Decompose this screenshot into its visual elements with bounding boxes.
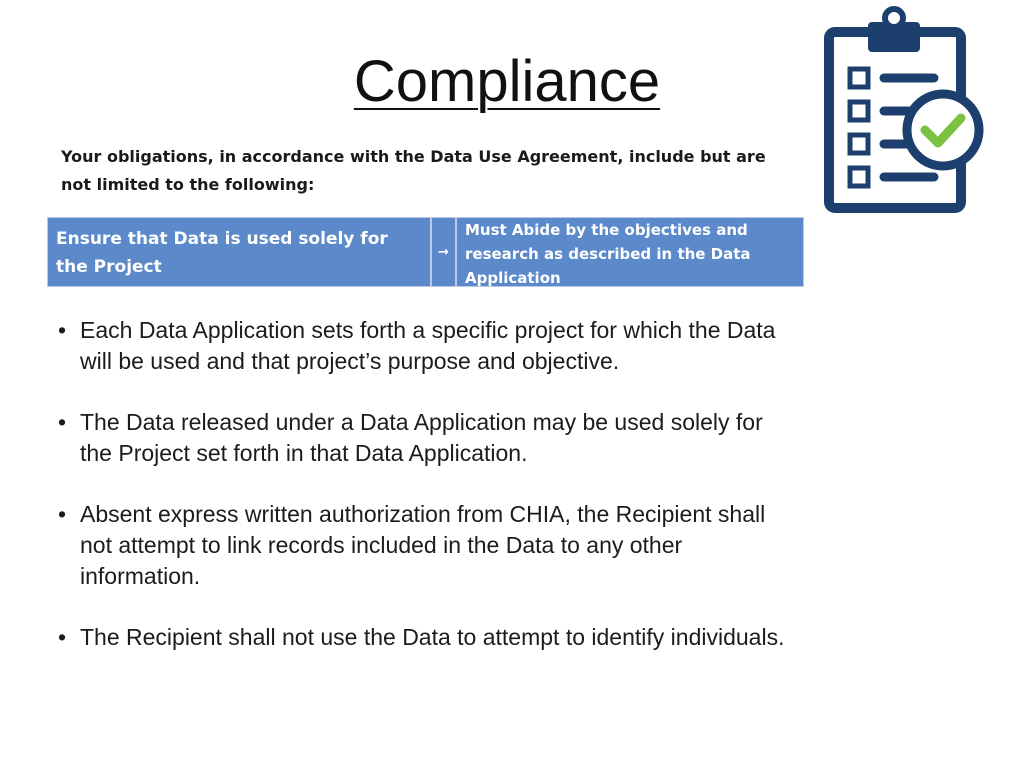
objective-banner [47, 217, 804, 287]
bullet-text: The Data released under a Data Application may be used solely for the Project set forth in that Data Application. [80, 409, 763, 466]
bullet-dot-icon: • [58, 501, 67, 527]
bullet-dot-icon: • [58, 317, 67, 343]
bullet-text: The Recipient shall not use the Data to attempt to identify individuals. [80, 624, 785, 650]
bullet-text: Absent express written authorization from CHIA, the Recipient shall not attempt to link records included in the Data to any other information. [80, 501, 766, 589]
banner-right-text: Must Abide by the objectives and research as described in the Data Application [456, 217, 804, 287]
bullet-item [58, 499, 798, 592]
slide-title: Compliance [353, 49, 661, 114]
clipboard-checklist-icon [822, 6, 990, 216]
intro-text: Your obligations, in accordance with the Data Use Agreement, include but are not limited to the following: [61, 147, 766, 194]
arrow-right-icon: → [431, 217, 456, 287]
bullet-dot-icon: • [58, 409, 67, 435]
bullet-list [58, 315, 798, 683]
banner-left-text: Ensure that Data is used solely for the Project [47, 217, 431, 287]
bullet-dot-icon: • [58, 624, 67, 650]
bullet-item [58, 622, 798, 653]
bullet-text: Each Data Application sets forth a specific project for which the Data will be used and that project’s purpose and objective. [80, 317, 776, 374]
bullet-item [58, 315, 798, 377]
bullet-item [58, 407, 798, 469]
